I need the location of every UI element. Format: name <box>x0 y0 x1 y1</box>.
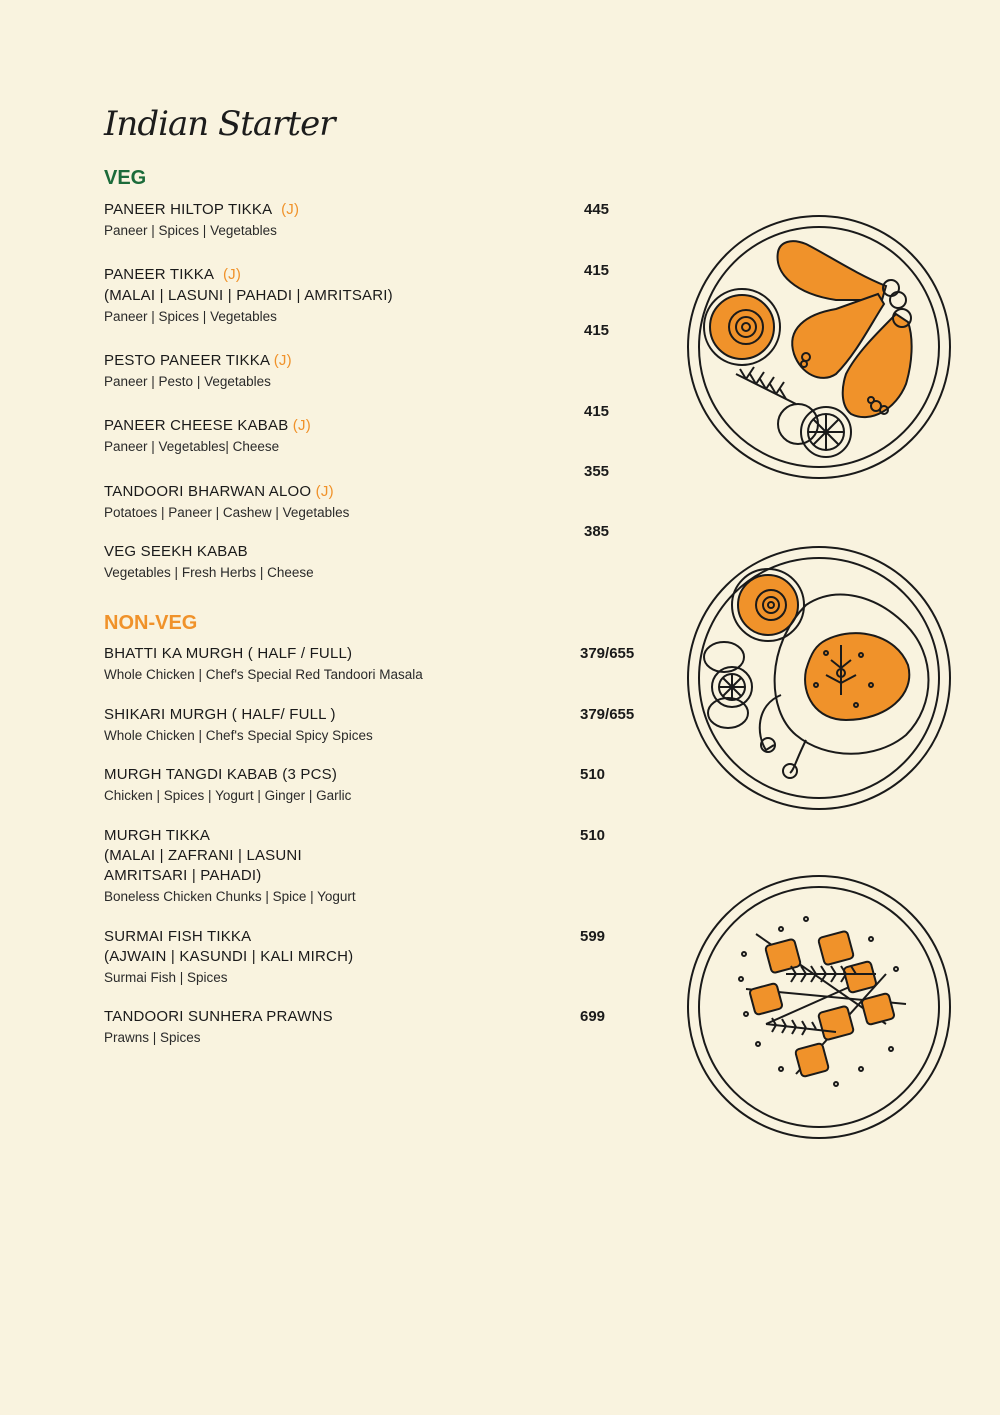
menu-item-price: 415 <box>584 262 610 279</box>
menu-item-description: Paneer | Spices | Vegetables <box>104 223 277 238</box>
menu-item-description: Potatoes | Paneer | Cashew | Vegetables <box>104 505 350 520</box>
jain-tag: (J) <box>292 417 311 434</box>
jain-tag: (J) <box>222 266 242 283</box>
menu-item-description: Paneer | Pesto | Vegetables <box>104 374 271 389</box>
menu-item-name: TANDOORI BHARWAN ALOO (J) <box>104 483 334 500</box>
menu-item-price: 379/655 <box>580 706 635 723</box>
section-heading-veg: VEG <box>104 167 147 189</box>
menu-item-description: Whole Chicken | Chef's Special Spicy Spices <box>104 728 373 743</box>
menu-item-price: 510 <box>580 827 606 844</box>
section-heading-nonveg: NON-VEG <box>104 612 198 634</box>
menu-item-description: Surmai Fish | Spices <box>104 970 228 985</box>
menu-item-name: SURMAI FISH TIKKA <box>104 928 252 945</box>
menu-item-name: PANEER HILTOP TIKKA (J) <box>104 201 300 218</box>
chicken-drumsticks-plate-icon <box>686 214 952 480</box>
menu-item-variants: (AJWAIN | KASUNDI | KALI MIRCH) <box>104 948 354 965</box>
menu-item-price: 699 <box>580 1008 606 1025</box>
menu-item-description: Boneless Chicken Chunks | Spice | Yogurt <box>104 889 356 904</box>
menu-item-price: 379/655 <box>580 645 635 662</box>
menu-item-variants: (MALAI | ZAFRANI | LASUNI <box>104 847 302 864</box>
menu-item-name: PANEER TIKKA (J) <box>104 266 242 283</box>
menu-item-description: Whole Chicken | Chef's Special Red Tandoori Masala <box>104 667 423 682</box>
menu-item-price: 445 <box>584 201 610 218</box>
menu-item-variants: (MALAI | LASUNI | PAHADI | AMRITSARI) <box>104 287 393 304</box>
menu-item-price: 355 <box>584 463 610 480</box>
page-title: Indian Starter <box>104 104 335 144</box>
menu-item-price: 415 <box>584 403 610 420</box>
jain-tag: (J) <box>273 352 292 369</box>
menu-item-name: BHATTI KA MURGH ( HALF / FULL) <box>104 645 353 662</box>
menu-item-variants: AMRITSARI | PAHADI) <box>104 867 262 884</box>
menu-item-name: PANEER CHEESE KABAB (J) <box>104 417 311 434</box>
menu-item-description: Paneer | Spices | Vegetables <box>104 309 277 324</box>
menu-item-price: 510 <box>580 766 606 783</box>
menu-item-price: 415 <box>584 322 610 339</box>
menu-item-description: Paneer | Vegetables| Cheese <box>104 439 280 454</box>
menu-item-description: Chicken | Spices | Yogurt | Ginger | Garlic <box>104 788 352 803</box>
menu-item-price: 599 <box>580 928 606 945</box>
menu-item-description: Vegetables | Fresh Herbs | Cheese <box>104 565 314 580</box>
menu-item-name: PESTO PANEER TIKKA (J) <box>104 352 292 369</box>
menu-item-name: VEG SEEKH KABAB <box>104 543 248 560</box>
kebab-skewers-plate-icon <box>686 874 952 1140</box>
menu-item-name: MURGH TIKKA <box>104 827 211 844</box>
jain-tag: (J) <box>281 201 300 218</box>
jain-tag: (J) <box>315 483 334 500</box>
whole-chicken-plate-icon <box>686 545 952 811</box>
menu-item-description: Prawns | Spices <box>104 1030 201 1045</box>
menu-item-name: SHIKARI MURGH ( HALF/ FULL ) <box>104 706 336 723</box>
menu-item-name: MURGH TANGDI KABAB (3 PCS) <box>104 766 338 783</box>
menu-item-name: TANDOORI SUNHERA PRAWNS <box>104 1008 333 1025</box>
menu-item-price: 385 <box>584 523 610 540</box>
